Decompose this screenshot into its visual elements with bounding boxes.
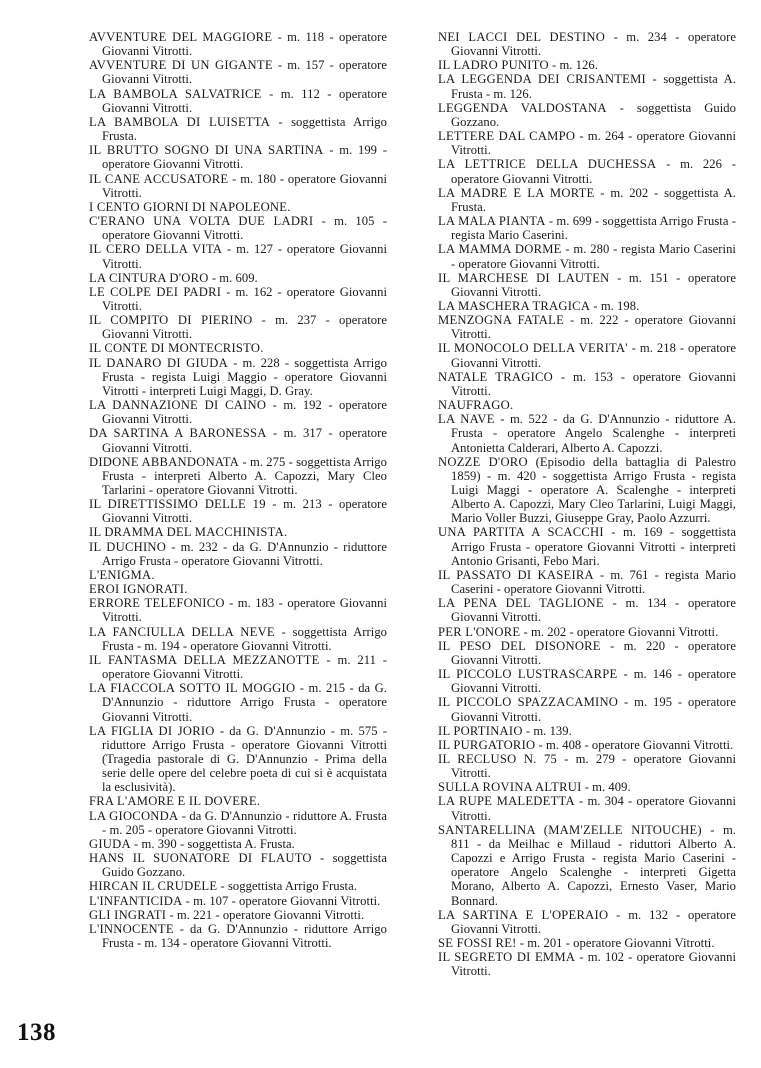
film-title: IL DANARO DI GIUDA [89, 355, 228, 370]
film-entry [89, 908, 387, 922]
film-entry [438, 30, 736, 58]
film-entry [438, 568, 736, 596]
film-entry [438, 271, 736, 299]
film-entry [89, 242, 387, 270]
film-details: - m. 232 - da G. D'Annunzio - riduttore Arrigo Frusta - operatore Giovanni Vitrotti. [102, 539, 387, 568]
film-entry [438, 398, 736, 412]
film-entry [438, 752, 736, 780]
film-title: EROI IGNORATI. [89, 582, 188, 597]
film-entry [438, 695, 736, 723]
film-title: IL DRAMMA DEL MACCHINISTA. [89, 525, 288, 540]
film-entry [89, 356, 387, 398]
film-details: - m. 195 - operatore Giovanni Vitrotti. [451, 695, 737, 724]
film-entry [438, 242, 736, 270]
film-details: - m. 226 - operatore Giovanni Vitrotti. [451, 157, 736, 186]
film-details: - soggettista Guido Gozzano. [451, 100, 736, 129]
film-details: - m. 409. [581, 780, 631, 795]
film-entry [89, 653, 387, 681]
film-title: GLI INGRATI [89, 907, 167, 922]
film-title: LA MALA PIANTA [438, 214, 546, 229]
film-entry [89, 879, 387, 893]
film-details: (Episodio della battaglia di Palestro 1859) - m. 420 - soggettista Arrigo Frusta - regista Luigi Maggi - operatore A. Scalenghe - interpreti Alberto A. Capozzi, Mary Cleo Tarlarini, Luigi Maggi, Mario Voller Buzzi, Giuseppe Gray, Paolo Azzurri. [451, 454, 736, 526]
film-entry [89, 809, 387, 837]
film-title: IL RECLUSO N. 75 [438, 751, 558, 766]
film-title: IL FANTASMA DELLA MEZZANOTTE [89, 652, 320, 667]
film-details: - m. 237 - operatore Giovanni Vitrotti. [102, 313, 388, 342]
film-entry [89, 87, 387, 115]
film-title: LA FANCIULLA DELLA NEVE [89, 624, 275, 639]
film-title: AVVENTURE DI UN GIGANTE [89, 58, 273, 73]
film-entry [438, 823, 736, 908]
film-title: HANS IL SUONATORE DI FLAUTO [89, 851, 312, 866]
film-details: - soggettista Guido Gozzano. [102, 851, 387, 880]
film-title: IL CANE ACCUSATORE [89, 171, 229, 186]
film-details: - m. 275 - soggettista Arrigo Frusta - interpreti Alberto A. Capozzi, Mary Cleo Tarlarini - operatore Giovanni Vitrotti. [102, 454, 387, 497]
film-entry [89, 540, 387, 568]
film-title: LA FIACCOLA SOTTO IL MOGGIO [89, 681, 296, 696]
film-entry [438, 101, 736, 129]
film-title: UNA PARTITA A SCACCHI [438, 525, 604, 540]
film-details: - m. 201 - operatore Giovanni Vitrotti. [516, 936, 715, 950]
film-entry [438, 299, 736, 313]
film-title: LA DANNAZIONE DI CAINO [89, 398, 267, 413]
film-details: - m. 153 - operatore Giovanni Vitrotti. [451, 369, 736, 398]
film-entry [438, 525, 736, 567]
film-details: - m. 192 - operatore Giovanni Vitrotti. [102, 398, 388, 427]
film-details: - m. 169 - soggettista Arrigo Frusta - operatore Giovanni Vitrotti - interpreti Antonio Grisanti, Febo Mari. [451, 525, 736, 568]
film-entry [89, 596, 387, 624]
film-title: IL PICCOLO SPAZZACAMINO [438, 695, 619, 710]
right-column [438, 30, 736, 978]
film-details: - m. 127 - operatore Giovanni Vitrotti. [102, 242, 387, 271]
film-title: LA LETTRICE DELLA DUCHESSA [438, 157, 657, 172]
film-title: IL MARCHESE DI LAUTEN [438, 270, 610, 285]
film-details: - m. 199 - operatore Giovanni Vitrotti. [102, 143, 388, 172]
film-entry [438, 186, 736, 214]
film-details: - m. 183 - operatore Giovanni Vitrotti. [102, 596, 387, 625]
film-title: GIUDA [89, 836, 131, 851]
film-details: - m. 215 - da G. D'Annunzio - riduttore Arrigo Frusta - operatore Giovanni Vitrotti. [102, 681, 388, 724]
film-entry [89, 568, 387, 582]
film-title: NEI LACCI DEL DESTINO [438, 30, 606, 44]
film-title: LA GIOCONDA [89, 808, 179, 823]
film-details: - soggettista A. Frusta - m. 126. [451, 72, 736, 101]
film-details: - m. 102 - operatore Giovanni Vitrotti. [451, 950, 737, 979]
film-entry [89, 794, 387, 808]
film-details: - m. 264 - operatore Giovanni Vitrotti. [451, 129, 737, 158]
film-details: - m. 218 - operatore Giovanni Vitrotti. [451, 341, 737, 370]
film-title: PER L'ONORE [438, 624, 521, 639]
film-title: IL PESO DEL DISONORE [438, 638, 601, 653]
film-details: - m. 280 - regista Mario Caserini - operatore Giovanni Vitrotti. [451, 242, 736, 271]
film-title: IL SEGRETO DI EMMA [438, 950, 576, 965]
film-title: LA SARTINA E L'OPERAIO [438, 907, 609, 922]
left-column [89, 30, 387, 950]
film-title: IL CONTE DI MONTECRISTO. [89, 341, 264, 356]
film-details: - m. 761 - regista Mario Caserini - operatore Giovanni Vitrotti. [451, 567, 736, 597]
film-title: LE COLPE DEI PADRI [89, 284, 222, 299]
film-details: - da G. D'Annunzio - m. 575 - riduttore Arrigo Frusta - operatore Giovanni Vitrotti (Tragedia pastorale di G. D'Annunzio - Prima della serie delle opere del celebre poeta di cui si è acquistata la esclusività). [102, 723, 388, 795]
film-entry [438, 936, 736, 950]
film-entry [89, 922, 387, 950]
film-details: - da G. D'Annunzio - riduttore A. Frusta - m. 205 - operatore Giovanni Vitrotti. [102, 808, 387, 837]
film-title: IL BRUTTO SOGNO DI UNA SARTINA [89, 143, 324, 158]
film-details: - m. 228 - soggettista Arrigo Frusta - regista Luigi Maggio - operatore Giovanni Vitrotti - interpreti Luigi Maggi, D. Gray. [102, 355, 387, 398]
film-title: L'ENIGMA. [89, 567, 155, 582]
film-entry [89, 398, 387, 426]
film-title: C'ERANO UNA VOLTA DUE LADRI [89, 214, 314, 229]
film-details: - m. 202 - soggettista A. Frusta. [451, 185, 736, 214]
film-details: - m. 202 - operatore Giovanni Vitrotti. [520, 624, 719, 639]
film-title: LA NAVE [438, 412, 495, 427]
film-title: LETTERE DAL CAMPO [438, 129, 576, 144]
film-entry [438, 129, 736, 157]
film-entry [89, 837, 387, 851]
film-entry [89, 582, 387, 596]
film-details: - m. 198. [590, 298, 640, 313]
film-entry [89, 143, 387, 171]
film-details: - m. 105 - operatore Giovanni Vitrotti. [102, 214, 387, 243]
film-details: - m. 279 - operatore Giovanni Vitrotti. [451, 751, 736, 781]
film-title: LA FIGLIA DI JORIO [89, 723, 215, 738]
film-title: L'INFANTICIDA [89, 893, 183, 908]
film-title: SULLA ROVINA ALTRUI [438, 780, 582, 795]
film-entry [438, 370, 736, 398]
film-title: IL CERO DELLA VITA [89, 242, 223, 257]
film-title: LEGGENDA VALDOSTANA [438, 100, 607, 115]
film-entry [438, 794, 736, 822]
film-details: - soggettista Arrigo Frusta - m. 194 - operatore Giovanni Vitrotti. [102, 624, 388, 653]
film-title: NOZZE D'ORO [438, 454, 528, 469]
film-details: - m. 317 - operatore Giovanni Vitrotti. [102, 426, 388, 455]
film-details: - m. 699 - soggettista Arrigo Frusta - regista Mario Caserini. [451, 214, 736, 243]
film-entry [438, 214, 736, 242]
film-details: - m. 522 - da G. D'Annunzio - riduttore A. Frusta - operatore Angelo Scalenghe - interpreti Antonietta Calderari, Alberto A. Capozzi. [451, 412, 737, 455]
film-entry [438, 313, 736, 341]
film-entry [438, 412, 736, 454]
film-title: AVVENTURE DEL MAGGIORE [89, 30, 273, 44]
film-entry [438, 596, 736, 624]
film-title: IL PICCOLO LUSTRASCARPE [438, 667, 618, 682]
film-entry [89, 115, 387, 143]
film-entry [438, 724, 736, 738]
film-entry [438, 780, 736, 794]
film-details: - m. 151 - operatore Giovanni Vitrotti. [451, 270, 737, 299]
film-entry [89, 455, 387, 497]
film-title: MENZOGNA FATALE [438, 313, 565, 328]
film-title: I CENTO GIORNI DI NAPOLEONE. [89, 199, 291, 214]
film-title: IL MONOCOLO DELLA VERITA' [438, 341, 628, 356]
film-details: - m. 107 - operatore Giovanni Vitrotti. [182, 893, 381, 908]
film-title: LA CINTURA D'ORO [89, 270, 209, 285]
film-details: - m. 304 - operatore Giovanni Vitrotti. [451, 794, 736, 823]
film-details: - m. 390 - soggettista A. Frusta. [130, 836, 295, 851]
film-entry [89, 313, 387, 341]
film-details: - m. 609. [208, 270, 258, 285]
film-title: LA MADRE E LA MORTE [438, 185, 595, 200]
film-entry [438, 738, 736, 752]
film-details: - m. 220 - operatore Giovanni Vitrotti. [451, 638, 737, 667]
film-details: - m. 112 - operatore Giovanni Vitrotti. [102, 86, 388, 115]
film-title: LA MAMMA DORME [438, 242, 562, 257]
film-entry [89, 851, 387, 879]
film-entry [438, 667, 736, 695]
film-title: LA MASCHERA TRAGICA [438, 298, 591, 313]
film-entry [89, 625, 387, 653]
film-title: IL PORTINAIO [438, 723, 523, 738]
page-number: 138 [17, 1019, 56, 1046]
film-title: LA RUPE MALEDETTA [438, 794, 575, 809]
film-entry [89, 724, 387, 795]
film-entry [89, 58, 387, 86]
film-details: - m. 126. [548, 58, 598, 73]
film-title: IL DUCHINO [89, 539, 167, 554]
film-entry [89, 497, 387, 525]
film-title: IL DIRETTISSIMO DELLE 19 [89, 497, 266, 512]
film-title: SE FOSSI RE! [438, 936, 517, 950]
film-title: L'INNOCENTE [89, 921, 174, 936]
film-entry [438, 341, 736, 369]
film-title: ERRORE TELEFONICO [89, 596, 225, 611]
film-details: - m. 146 - operatore Giovanni Vitrotti. [451, 667, 737, 696]
film-title: LA BAMBOLA SALVATRICE [89, 86, 262, 101]
film-entry [438, 72, 736, 100]
film-title: FRA L'AMORE E IL DOVERE. [89, 794, 261, 809]
film-title: IL LADRO PUNITO [438, 58, 549, 73]
film-details: - soggettista Arrigo Frusta. [217, 879, 357, 894]
film-title: SANTARELLINA (MAM'ZELLE NITOUCHE) [438, 822, 702, 837]
film-details: - m. 221 - operatore Giovanni Vitrotti. [166, 907, 365, 922]
film-entry [438, 455, 736, 526]
film-entry [89, 894, 387, 908]
film-details: - m. 408 - operatore Giovanni Vitrotti. [535, 737, 734, 752]
film-details: - m. 180 - operatore Giovanni Vitrotti. [102, 171, 387, 200]
film-entry [89, 525, 387, 539]
film-title: NATALE TRAGICO [438, 369, 554, 384]
film-entry [89, 214, 387, 242]
film-title: DA SARTINA A BARONESSA [89, 426, 267, 441]
film-entry [438, 625, 736, 639]
film-title: DIDONE ABBANDONATA [89, 454, 240, 469]
film-entry [438, 157, 736, 185]
film-title: HIRCAN IL CRUDELE [89, 879, 218, 894]
film-entry [438, 908, 736, 936]
film-title: IL PASSATO DI KASEIRA [438, 567, 594, 582]
film-title: NAUFRAGO. [438, 398, 514, 413]
film-entry [89, 200, 387, 214]
film-details: - m. 811 - da Meilhac e Millaud - riduttori Alberto A. Capozzi e Arrigo Frusta - regista Mario Caserini - operatore Angelo Scalenghe - interpreti Gigetta Morano, Alberto A. Capozzi, Ernesto Vaser, Mario Bonnard. [451, 822, 736, 908]
film-details: - m. 222 - operatore Giovanni Vitrotti. [451, 313, 736, 342]
film-entry [89, 341, 387, 355]
film-entry [89, 30, 387, 58]
film-details: - m. 211 - operatore Giovanni Vitrotti. [102, 652, 387, 682]
film-details: - m. 132 - operatore Giovanni Vitrotti. [451, 907, 737, 936]
film-entry [89, 172, 387, 200]
film-entry [438, 950, 736, 978]
film-details: - m. 134 - operatore Giovanni Vitrotti. [451, 596, 736, 625]
film-title: IL COMPITO DI PIERINO [89, 313, 253, 328]
film-title: LA PENA DEL TAGLIONE [438, 596, 604, 611]
film-entry [89, 426, 387, 454]
film-details: - m. 162 - operatore Giovanni Vitrotti. [102, 284, 388, 313]
film-details: - m. 139. [522, 723, 572, 738]
film-entry [89, 271, 387, 285]
film-title: LA BAMBOLA DI LUISETTA [89, 114, 271, 129]
film-entry [438, 58, 736, 72]
film-details: - m. 234 - operatore Giovanni Vitrotti. [451, 30, 736, 59]
film-details: - da G. D'Annunzio - riduttore Arrigo Frusta - m. 134 - operatore Giovanni Vitrotti. [102, 921, 387, 950]
film-entry [438, 639, 736, 667]
film-details: - m. 118 - operatore Giovanni Vitrotti. [102, 30, 387, 59]
film-title: LA LEGGENDA DEI CRISANTEMI [438, 72, 646, 87]
film-entry [89, 285, 387, 313]
film-details: - m. 213 - operatore Giovanni Vitrotti. [102, 497, 388, 526]
film-details: - m. 157 - operatore Giovanni Vitrotti. [102, 58, 387, 87]
film-details: - soggettista Arrigo Frusta. [102, 114, 387, 144]
film-entry [89, 681, 387, 723]
film-title: IL PURGATORIO [438, 737, 536, 752]
